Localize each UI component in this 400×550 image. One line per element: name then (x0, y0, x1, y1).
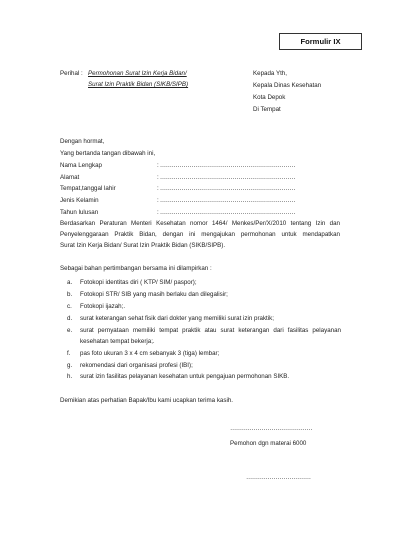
list-item: surat izin fasilitas pelayanan kesehatan untuk pengajuan permohonan SIKB. (80, 373, 290, 380)
list-item-letter: h. (67, 373, 73, 380)
field-value-line: : …………………………………………………………… (157, 162, 296, 169)
list-item: rekomendasi dari organisasi profesi (IBI); (80, 362, 193, 369)
list-item: surat keterangan sehat fisik dari dokter yang memiliki surat izin praktik; (80, 315, 274, 322)
list-item: Fotokopi ijazah;. (80, 303, 126, 310)
list-item-letter: a. (67, 279, 73, 286)
list-item-letter: e. (67, 327, 73, 334)
perihal-subject-line1: Permohonan Surat Izin Kerja Bidan/ (88, 70, 187, 77)
paragraph-line: Surat Izin Kerja Bidan/ Surat Izin Praktik Bidan (SIKB/SIPB). (60, 242, 226, 249)
field-value-line: : …………………………………………………………… (157, 174, 296, 181)
field-label: Jenis Kelamin (60, 197, 99, 204)
field-value-line: : …………………………………………………………… (157, 209, 296, 216)
applicant-label: Pemohon dgn materai 6000 (230, 440, 307, 447)
recipient-line: Kepala Dinas Kesehatan (253, 82, 322, 89)
paragraph-line: Berdasarkan Peraturan Menteri Kesehatan nomor 1464/ Menkes/Per/X/2010 tentang Izin dan (60, 220, 340, 227)
list-item-letter: c. (67, 303, 72, 310)
greeting: Dengan hormat, (60, 138, 105, 145)
list-item: pas foto ukuran 3 x 4 cm sebanyak 3 (tiga) lembar; (80, 350, 220, 357)
date-line: …………………………………… (230, 425, 313, 432)
paragraph-line: Penyelenggaraan Praktik Bidan, dengan ini mengajukan permohonan untuk mendapatkan (60, 231, 340, 238)
signature-name-line: …………………………… (246, 474, 311, 481)
form-number-label: Formulir IX (300, 36, 341, 46)
closing-text: Demikian atas perhatian Bapak/Ibu kami ucapkan terima kasih. (60, 397, 233, 404)
intro-text: Yang bertanda tangan dibawah ini, (60, 150, 156, 157)
recipient-line: Di Tempat (253, 106, 281, 113)
recipient-line: Kepada Yth, (253, 70, 287, 77)
list-item-letter: g. (67, 362, 73, 369)
list-item-continued: kesehatan tempat bekerja;. (80, 338, 155, 345)
perihal-label: Perihal : (60, 70, 83, 77)
list-item: surat pernyataan memiliki tempat praktik atau surat keterangan dari fasilitas pelayanan (80, 327, 341, 334)
recipient-line: Kota Depok (253, 94, 286, 101)
list-item: Fotokopi STR/ SIB yang masih berlaku dan dilegalisir; (80, 291, 228, 298)
field-label: Tempat,tanggal lahir (60, 185, 116, 192)
field-value-line: : …………………………………………………………… (157, 197, 296, 204)
list-item-letter: d. (67, 315, 73, 322)
list-item-letter: f. (67, 350, 71, 357)
list-item-letter: b. (67, 291, 73, 298)
perihal-subject-line2: Surat Izin Praktik Bidan (SIKB/SIPB) (88, 81, 189, 88)
field-label: Alamat (60, 174, 80, 181)
field-value-line: : …………………………………………………………… (157, 185, 296, 192)
field-label: Tahun lulusan (60, 209, 99, 216)
form-number-box (279, 33, 362, 50)
list-item: Fotokopi identitas diri ( KTP/ SIM/ paspor); (80, 279, 197, 286)
attachments-intro: Sebagai bahan pertimbangan bersama ini dilampirkan : (60, 265, 212, 272)
field-label: Nama Lengkap (60, 162, 102, 169)
